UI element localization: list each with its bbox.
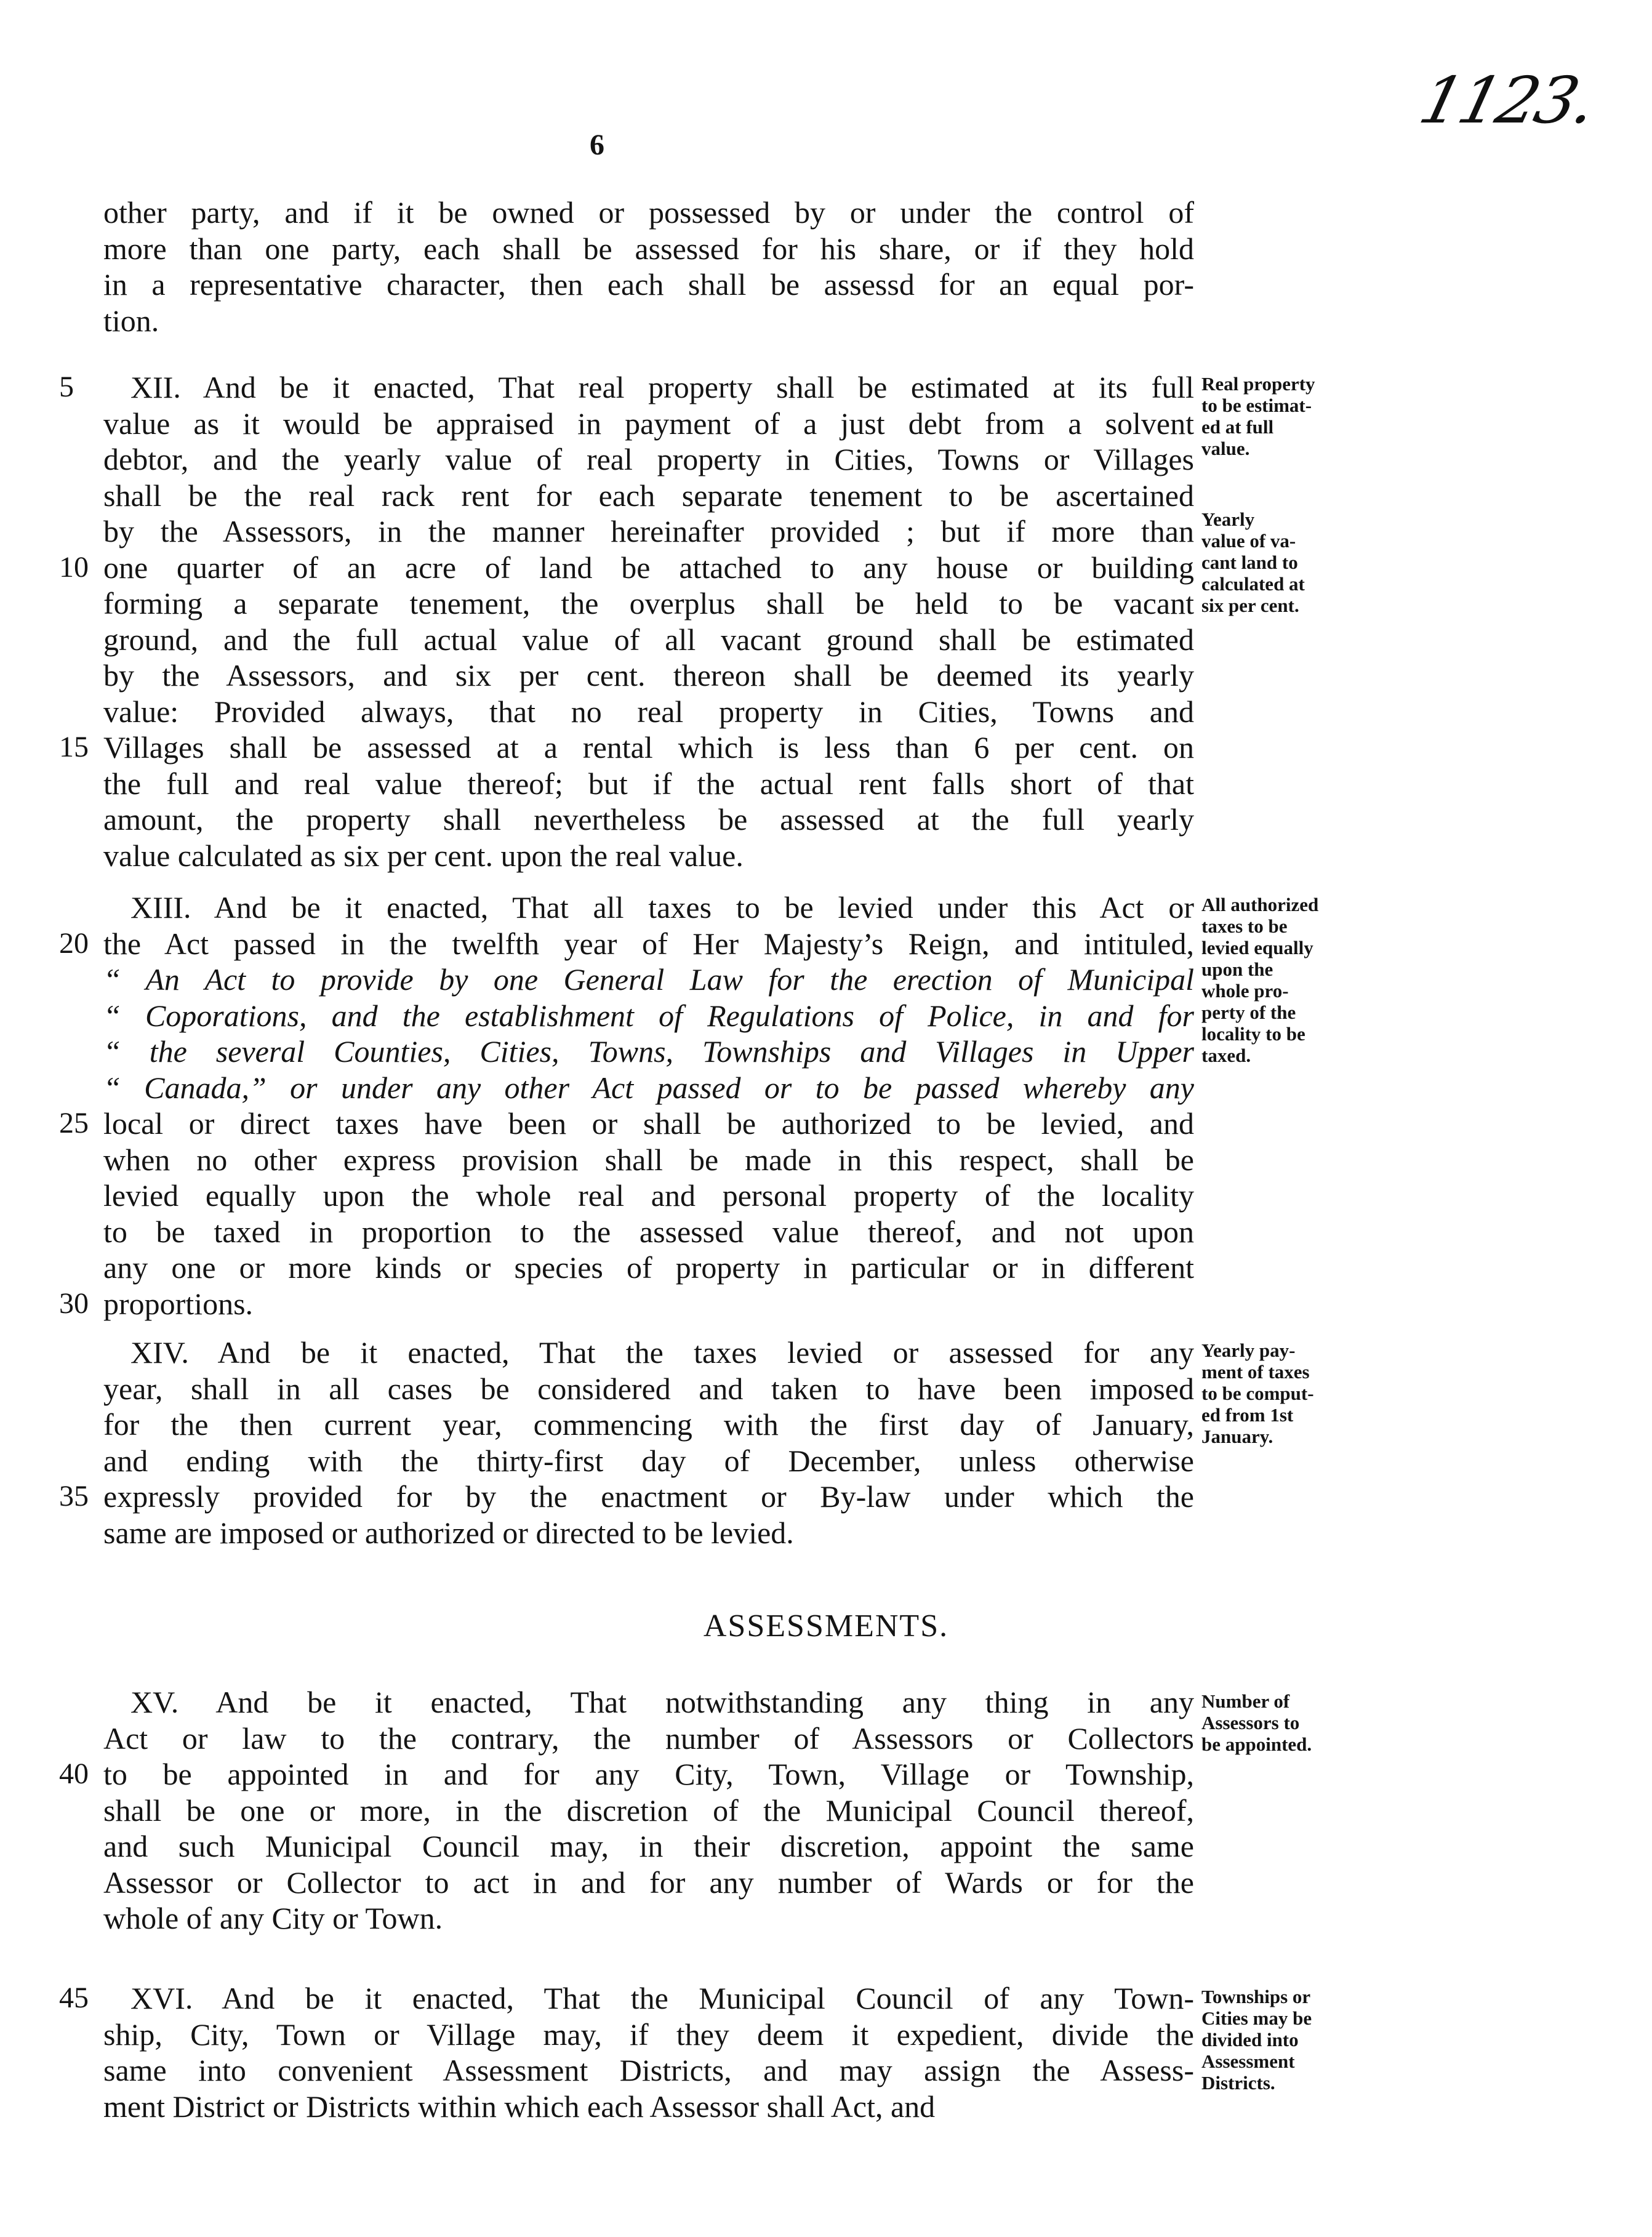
- line-text: value: Provided always, that no real property in Cities, Towns and: [103, 694, 1194, 729]
- line-number: 10: [59, 550, 89, 584]
- text-line: [0, 1980, 1652, 2016]
- line-text: debtor, and the yearly value of real property in Cities, Towns or Villages: [103, 442, 1194, 476]
- line-text: and ending with the thirty-first day of December, unless otherwise: [103, 1443, 1194, 1478]
- line-number: 35: [59, 1480, 89, 1512]
- margin-note-line: Real property: [1201, 373, 1315, 395]
- margin-note-line: taxes to be: [1201, 915, 1288, 937]
- line-text: proportions.: [103, 1286, 254, 1321]
- text-line: [0, 890, 1652, 925]
- margin-note-assessment-districts: [1201, 1986, 1386, 2094]
- line-text: tion.: [103, 303, 159, 338]
- text-line: [0, 303, 1652, 339]
- text-line: [0, 1443, 1652, 1479]
- line-text: when no other express provision shall be made in this respect, shall be: [103, 1142, 1194, 1177]
- margin-note-line: value.: [1201, 438, 1250, 459]
- margin-note-line: Yearly: [1201, 508, 1255, 530]
- text-line: [0, 1684, 1652, 1720]
- text-line: [0, 1865, 1652, 1900]
- margin-note-line: taxed.: [1201, 1045, 1251, 1066]
- line-text: year, shall in all cases be considered and taken to have been imposed: [103, 1371, 1194, 1406]
- margin-note-number-of-assessors: [1201, 1690, 1386, 1755]
- margin-note-line: Number of: [1201, 1690, 1290, 1712]
- text-line: [0, 1721, 1652, 1756]
- text-line: [0, 962, 1652, 997]
- margin-note-line: ment of taxes: [1201, 1361, 1310, 1383]
- page-number: 6: [590, 129, 604, 161]
- text-line: [0, 2052, 1652, 2088]
- text-line: [0, 1515, 1652, 1551]
- text-line: [0, 1214, 1652, 1250]
- text-line: [0, 1335, 1652, 1370]
- line-text: XV. And be it enacted, That notwithstanding any thing in any: [130, 1685, 1194, 1719]
- text-line: [0, 1178, 1652, 1213]
- section-heading-assessments: ASSESSMENTS.: [703, 1608, 949, 1644]
- line-number: 30: [59, 1287, 89, 1320]
- line-text: shall be the real rack rent for each separate tenement to be ascertained: [103, 478, 1194, 513]
- text-line: [0, 729, 1652, 765]
- line-text: Assessor or Collector to act in and for any number of Wards or for the: [103, 1865, 1194, 1900]
- line-text: “ An Act to provide by one General Law for the erection of Municipal: [103, 962, 1194, 997]
- text-line: [0, 513, 1652, 549]
- text-line: [0, 766, 1652, 801]
- line-text: in a representative character, then each shall be assessd for an equal por-: [103, 267, 1194, 302]
- line-text: “ the several Counties, Cities, Towns, Townships and Villages in Upper: [103, 1034, 1194, 1069]
- line-text: same are imposed or authorized or directed to be levied.: [103, 1515, 794, 1550]
- margin-note-line: to be comput-: [1201, 1383, 1314, 1404]
- line-text: more than one party, each shall be assessed for his share, or if they hold: [103, 231, 1194, 266]
- line-text: “ Coporations, and the establishment of Regulations of Police, in and for: [103, 998, 1194, 1033]
- text-line: [0, 2089, 1652, 2124]
- margin-note-real-property: [1201, 373, 1386, 459]
- line-text: other party, and if it be owned or possessed by or under the control of: [103, 195, 1194, 230]
- line-text: “ Canada,” or under any other Act passed or to be passed whereby any: [103, 1070, 1194, 1105]
- margin-note-line: whole pro-: [1201, 980, 1289, 1002]
- line-text: to be appointed in and for any City, Town, Village or Township,: [103, 1757, 1194, 1791]
- text-line: [0, 1793, 1652, 1828]
- line-number: 45: [59, 1982, 89, 2014]
- margin-note-line: levied equally: [1201, 937, 1313, 958]
- line-text: XIV. And be it enacted, That the taxes levied or assessed for any: [130, 1335, 1194, 1370]
- line-text: value calculated as six per cent. upon the real value.: [103, 838, 744, 873]
- line-text: amount, the property shall nevertheless be assessed at the full yearly: [103, 802, 1194, 837]
- text-line: [0, 1828, 1652, 1864]
- handwritten-folio-number: 1123.: [1412, 63, 1602, 138]
- line-text: XVI. And be it enacted, That the Municipal Council of any Town-: [130, 1981, 1194, 2015]
- text-line: [0, 1756, 1652, 1792]
- text-line: [0, 441, 1652, 477]
- line-number: 25: [59, 1107, 89, 1139]
- line-number: 40: [59, 1757, 89, 1790]
- line-text: XII. And be it enacted, That real property shall be estimated at its full: [130, 370, 1194, 404]
- text-line: [0, 1407, 1652, 1442]
- line-text: ment District or Districts within which each Assessor shall Act, and: [103, 2089, 936, 2124]
- margin-note-line: locality to be: [1201, 1023, 1305, 1045]
- text-line: [0, 195, 1652, 230]
- line-text: value as it would be appraised in payment of a just debt from a solvent: [103, 406, 1194, 441]
- text-line: [0, 801, 1652, 837]
- text-line: [0, 998, 1652, 1034]
- margin-note-line: to be estimat-: [1201, 395, 1312, 416]
- margin-note-yearly-value: [1201, 508, 1386, 616]
- margin-note-line: calculated at: [1201, 573, 1305, 595]
- line-text: Villages shall be assessed at a rental which is less than 6 per cent. on: [103, 730, 1194, 765]
- text-line: [0, 926, 1652, 962]
- line-text: XIII. And be it enacted, That all taxes to be levied under this Act or: [130, 890, 1194, 925]
- line-text: ship, City, Town or Village may, if they deem it expedient, divide the: [103, 2017, 1194, 2052]
- margin-note-line: be appointed.: [1201, 1733, 1312, 1755]
- line-text: Act or law to the contrary, the number of Assessors or Collectors: [103, 1721, 1194, 1756]
- text-line: [0, 406, 1652, 441]
- margin-note-line: Townships or: [1201, 1986, 1311, 2007]
- line-text: for the then current year, commencing with the first day of January,: [103, 1407, 1194, 1442]
- text-line: [0, 550, 1652, 585]
- text-line: [0, 2017, 1652, 2052]
- margin-note-line: ed from 1st: [1201, 1404, 1294, 1426]
- line-text: the Act passed in the twelfth year of Her Majesty’s Reign, and intituled,: [103, 926, 1194, 961]
- line-text: to be taxed in proportion to the assessed value thereof, and not upon: [103, 1214, 1194, 1249]
- margin-note-line: perty of the: [1201, 1002, 1296, 1023]
- line-text: one quarter of an acre of land be attached to any house or building: [103, 550, 1194, 585]
- margin-note-line: January.: [1201, 1426, 1273, 1447]
- margin-note-line: Districts.: [1201, 2072, 1275, 2094]
- text-line: [0, 267, 1652, 302]
- text-line: [0, 369, 1652, 405]
- text-line: [0, 1900, 1652, 1936]
- text-line: [0, 838, 1652, 874]
- line-text: by the Assessors, in the manner hereinafter provided ; but if more than: [103, 514, 1194, 548]
- line-text: the full and real value thereof; but if the actual rent falls short of that: [103, 766, 1194, 801]
- text-line: [0, 478, 1652, 513]
- text-line: [0, 1250, 1652, 1285]
- margin-note-line: Yearly pay-: [1201, 1339, 1296, 1361]
- line-text: expressly provided for by the enactment or By-law under which the: [103, 1479, 1194, 1514]
- margin-note-yearly-payment: [1201, 1339, 1386, 1447]
- margin-note-line: Cities may be: [1201, 2007, 1312, 2029]
- line-text: levied equally upon the whole real and personal property of the locality: [103, 1178, 1194, 1213]
- margin-note-authorized-taxes: [1201, 894, 1386, 1066]
- margin-note-line: divided into: [1201, 2029, 1299, 2050]
- text-line: [0, 1371, 1652, 1407]
- margin-note-line: six per cent.: [1201, 595, 1299, 616]
- text-line: [0, 1034, 1652, 1069]
- line-text: whole of any City or Town.: [103, 1901, 443, 1935]
- line-text: ground, and the full actual value of all vacant ground shall be estimated: [103, 622, 1194, 657]
- text-line: [0, 1106, 1652, 1141]
- text-line: [0, 622, 1652, 657]
- line-number: 15: [59, 731, 89, 763]
- text-line: [0, 585, 1652, 621]
- margin-note-line: All authorized: [1201, 894, 1319, 915]
- margin-note-line: ed at full: [1201, 416, 1274, 438]
- text-line: [0, 1286, 1652, 1322]
- text-line: [0, 694, 1652, 729]
- text-line: [0, 1142, 1652, 1178]
- margin-note-line: Assessment: [1201, 2050, 1295, 2072]
- line-text: shall be one or more, in the discretion of the Municipal Council thereof,: [103, 1793, 1194, 1828]
- line-number: 20: [59, 926, 89, 960]
- line-text: same into convenient Assessment Districts, and may assign the Assess-: [103, 2053, 1194, 2087]
- text-line: [0, 1479, 1652, 1514]
- line-text: forming a separate tenement, the overplus shall be held to be vacant: [103, 586, 1194, 620]
- margin-note-line: value of va-: [1201, 530, 1296, 552]
- margin-note-line: Assessors to: [1201, 1712, 1300, 1733]
- line-text: by the Assessors, and six per cent. thereon shall be deemed its yearly: [103, 658, 1194, 693]
- text-line: [0, 657, 1652, 693]
- line-number: 5: [59, 371, 74, 403]
- margin-note-line: cant land to: [1201, 552, 1298, 573]
- text-line: [0, 1070, 1652, 1106]
- margin-note-line: upon the: [1201, 958, 1273, 980]
- text-line: [0, 231, 1652, 267]
- line-text: and such Municipal Council may, in their discretion, appoint the same: [103, 1829, 1194, 1863]
- line-text: local or direct taxes have been or shall be authorized to be levied, and: [103, 1106, 1194, 1141]
- line-text: any one or more kinds or species of property in particular or in different: [103, 1250, 1194, 1285]
